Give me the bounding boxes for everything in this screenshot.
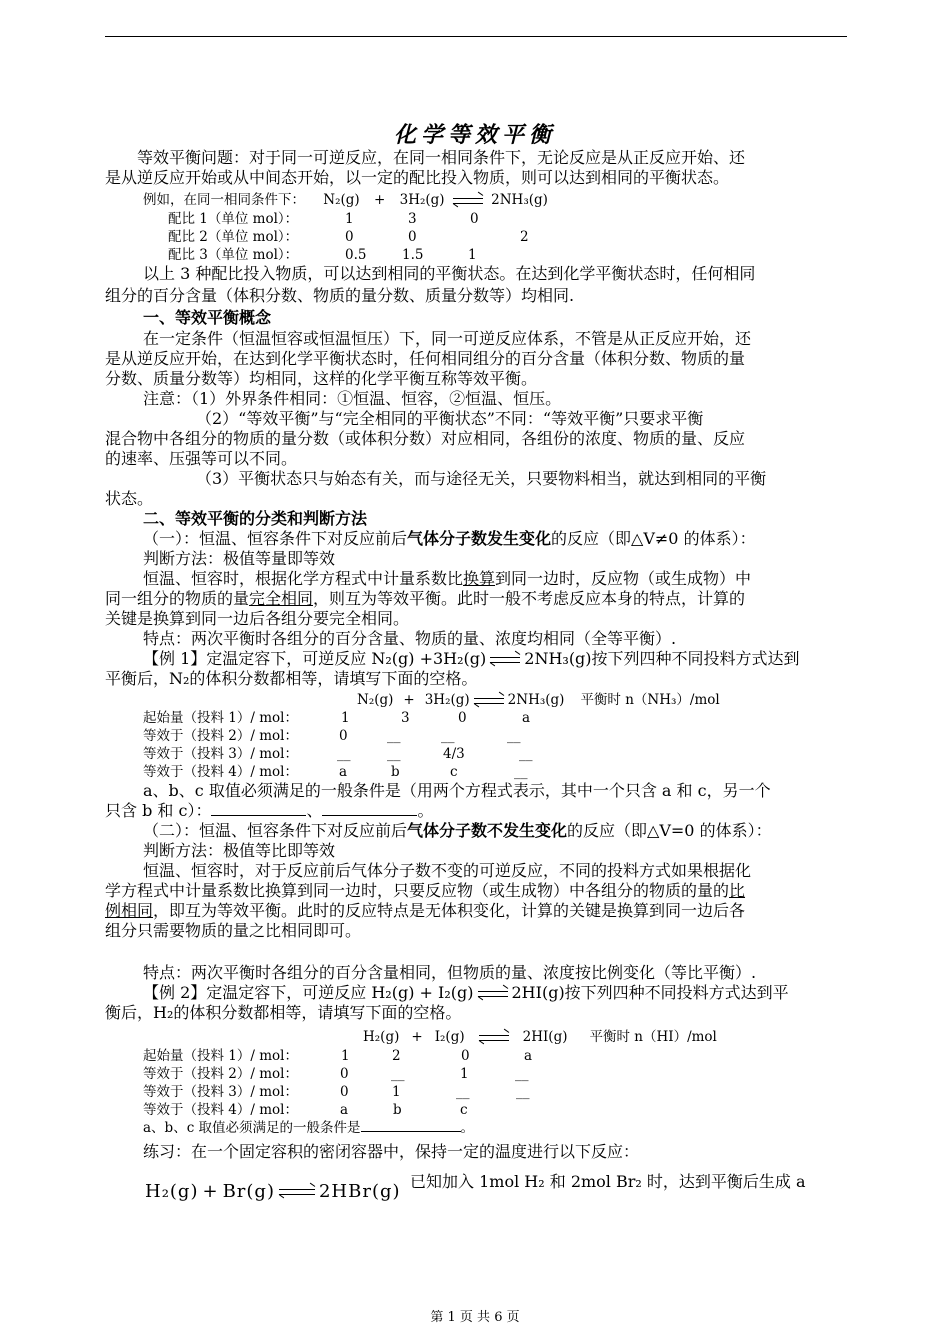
body-line: 恒温、恒容时，对于反应前后气体分子数不变的可逆反应，不同的投料方式如果根据化	[143, 861, 752, 880]
body-line: 分数、质量分数等）均相同，这样的化学平衡互称等效平衡。	[105, 369, 538, 388]
eq-h2: 3H₂(g)	[399, 192, 445, 208]
ex2-question: a、b、c 取值必须满足的一般条件是 。	[143, 1120, 475, 1136]
reversible-arrow-icon	[474, 695, 504, 707]
ex2-table-row: 等效于（投料 3）/ mol： 0 1 __ __	[143, 1084, 530, 1100]
answer-blank[interactable]	[322, 801, 417, 816]
feature-line: 特点：两次平衡时各组分的百分含量、物质的量、浓度均相同（全等平衡）.	[143, 629, 677, 648]
ex1-table-header: N₂(g) + 3H₂(g) 2NH₃(g) 平衡时 n（NH₃）/mol	[357, 692, 720, 708]
body-line: 恒温、恒容时，根据化学方程式中计量系数比换算到同一边时，反应物（或生成物）中	[143, 569, 752, 588]
header-rule	[105, 36, 847, 37]
body-line: 在一定条件（恒温恒容或恒温恒压）下，同一可逆反应体系，不管是从正反应开始，还	[143, 329, 752, 348]
method-line: 判断方法：极值等量即等效	[143, 549, 336, 568]
eq-n2: N₂(g)	[323, 192, 360, 208]
feature-line: 特点：两次平衡时各组分的百分含量相同，但物质的量、浓度按比例变化（等比平衡）.	[143, 963, 757, 982]
ratio-row: 配比 1（单位 mol）： 1 3 0	[168, 211, 479, 227]
reversible-arrow-icon	[279, 1186, 315, 1198]
example-equation: 例如，在同一相同条件下： N₂(g) + 3H₂(g) 2NH₃(g)	[143, 192, 548, 208]
practice-line: 已知加入 1mol H₂ 和 2mol Br₂ 时，达到平衡后生成 a	[410, 1172, 806, 1191]
note-line: 注意：（1）外界条件相同：①恒温、恒容，②恒温、恒压。	[143, 389, 562, 408]
example-1-line: 【例 1】定温定容下，可逆反应 N₂(g) +3H₂(g) 2NH₃(g)按下列四种不同投料方式达到	[143, 649, 800, 668]
page-footer: 第 1 页 共 6 页	[430, 1310, 520, 1325]
practice-equation: H₂(g) + Br(g) 2HBr(g)	[145, 1181, 401, 1202]
intro-para-line: 等效平衡问题：对于同一可逆反应，在同一相同条件下，无论反应是从正反应开始、还	[137, 148, 746, 167]
note-line: （3）平衡状态只与始态有关，而与途径无关，只要物料相当，就达到相同的平衡	[196, 469, 767, 488]
ratio-row: 配比 3（单位 mol）： 0.5 1.5 1	[168, 247, 477, 263]
example-2-line: 衡后，H₂的体积分数都相等，请填写下面的空格。	[105, 1003, 462, 1022]
reversible-arrow-icon	[478, 988, 508, 1000]
eq-nh3: 2NH₃(g)	[491, 192, 548, 208]
ex1-table-row: 等效于（投料 2）/ mol： 0 __ __ __	[143, 728, 521, 744]
reversible-arrow-icon	[490, 654, 520, 666]
section-heading: 二、等效平衡的分类和判断方法	[143, 509, 368, 528]
ex2-table-row: 等效于（投料 2）/ mol： 0 __ 1 __	[143, 1066, 529, 1082]
example-2-line: 【例 2】定温定容下，可逆反应 H₂(g) + I₂(g) 2HI(g)按下列四种不同投料方式达到平	[143, 983, 789, 1002]
note-line: 混合物中各组分的物质的量分数（或体积分数）对应相同，各组份的浓度、物质的量、反应	[105, 429, 746, 448]
page-title: 化学等效平衡	[393, 122, 556, 148]
body-line: 例相同，即互为等效平衡。此时的反应特点是无体积变化，计算的关键是换算到同一边后各	[105, 901, 746, 920]
practice-line: 练习：在一个固定容积的密闭容器中，保持一定的温度进行以下反应：	[143, 1142, 640, 1161]
note-line: 的速率、压强等可以不同。	[105, 449, 298, 468]
ex2-table-header: H₂(g) + I₂(g) 2HI(g) 平衡时 n（HI）/mol	[363, 1029, 717, 1045]
example-prefix: 例如，在同一相同条件下：	[143, 192, 305, 208]
intro-para-line: 是从逆反应开始或从中间态开始，以一定的配比投入物质，则可以达到相同的平衡状态。	[105, 168, 730, 187]
body-line: 关键是换算到同一边后各组分要完全相同。	[105, 609, 410, 628]
reversible-arrow-icon	[479, 1032, 509, 1044]
section-heading: 一、等效平衡概念	[143, 308, 272, 327]
body-line: 同一组分的物质的量完全相同，则互为等效平衡。此时一般不考虑反应本身的特点，计算的	[105, 589, 746, 608]
body-line: 学方程式中计量系数比换算到同一边时，只要反应物（或生成物）中各组分的物质的量的比	[105, 881, 746, 900]
ratio-row: 配比 2（单位 mol）： 0 0 2	[168, 229, 529, 245]
example-1-line: 平衡后，N₂的体积分数都相等，请填写下面的空格。	[105, 669, 478, 688]
ex1-table-row: 等效于（投料 4）/ mol： a b c __	[143, 764, 528, 780]
intro-para-line: 组分的百分含量（体积分数、物质的量分数、质量分数等）均相同.	[105, 286, 575, 305]
subsection-heading: （二）：恒温、恒容条件下对反应前后气体分子数不发生变化的反应（即△V=0 的体系）：	[143, 821, 772, 840]
ex2-table-row: 等效于（投料 4）/ mol： a b c	[143, 1102, 468, 1118]
body-line: 组分只需要物质的量之比相同即可。	[105, 921, 362, 940]
note-line: （2）“等效平衡”与“完全相同的平衡状态”不同：“等效平衡”只要求平衡	[196, 409, 704, 428]
body-line: 是从逆反应开始，在达到化学平衡状态时，任何相同组分的百分含量（体积分数、物质的量	[105, 349, 746, 368]
question-line: a、b、c 取值必须满足的一般条件是（用两个方程式表示，其中一个只含 a 和 c，另一个	[143, 781, 771, 800]
answer-blank[interactable]	[361, 1119, 461, 1132]
question-line: 只含 b 和 c）： 、 。	[105, 801, 434, 820]
ex1-table-row: 等效于（投料 3）/ mol： __ __ 4/3 __	[143, 746, 533, 762]
subsection-heading: （一）：恒温、恒容条件下对反应前后气体分子数发生变化的反应（即△V≠0 的体系）：	[143, 529, 756, 548]
method-line: 判断方法：极值等比即等效	[143, 841, 336, 860]
ex2-table-row: 起始量（投料 1）/ mol： 1 2 0 a	[143, 1048, 533, 1064]
note-line: 状态。	[105, 489, 154, 508]
intro-para-line: 以上 3 种配比投入物质，可以达到相同的平衡状态。在达到化学平衡状态时，任何相同	[143, 264, 756, 283]
answer-blank[interactable]	[211, 801, 306, 816]
ex1-table-row: 起始量（投料 1）/ mol： 1 3 0 a	[143, 710, 531, 726]
reversible-arrow-icon	[453, 195, 483, 207]
